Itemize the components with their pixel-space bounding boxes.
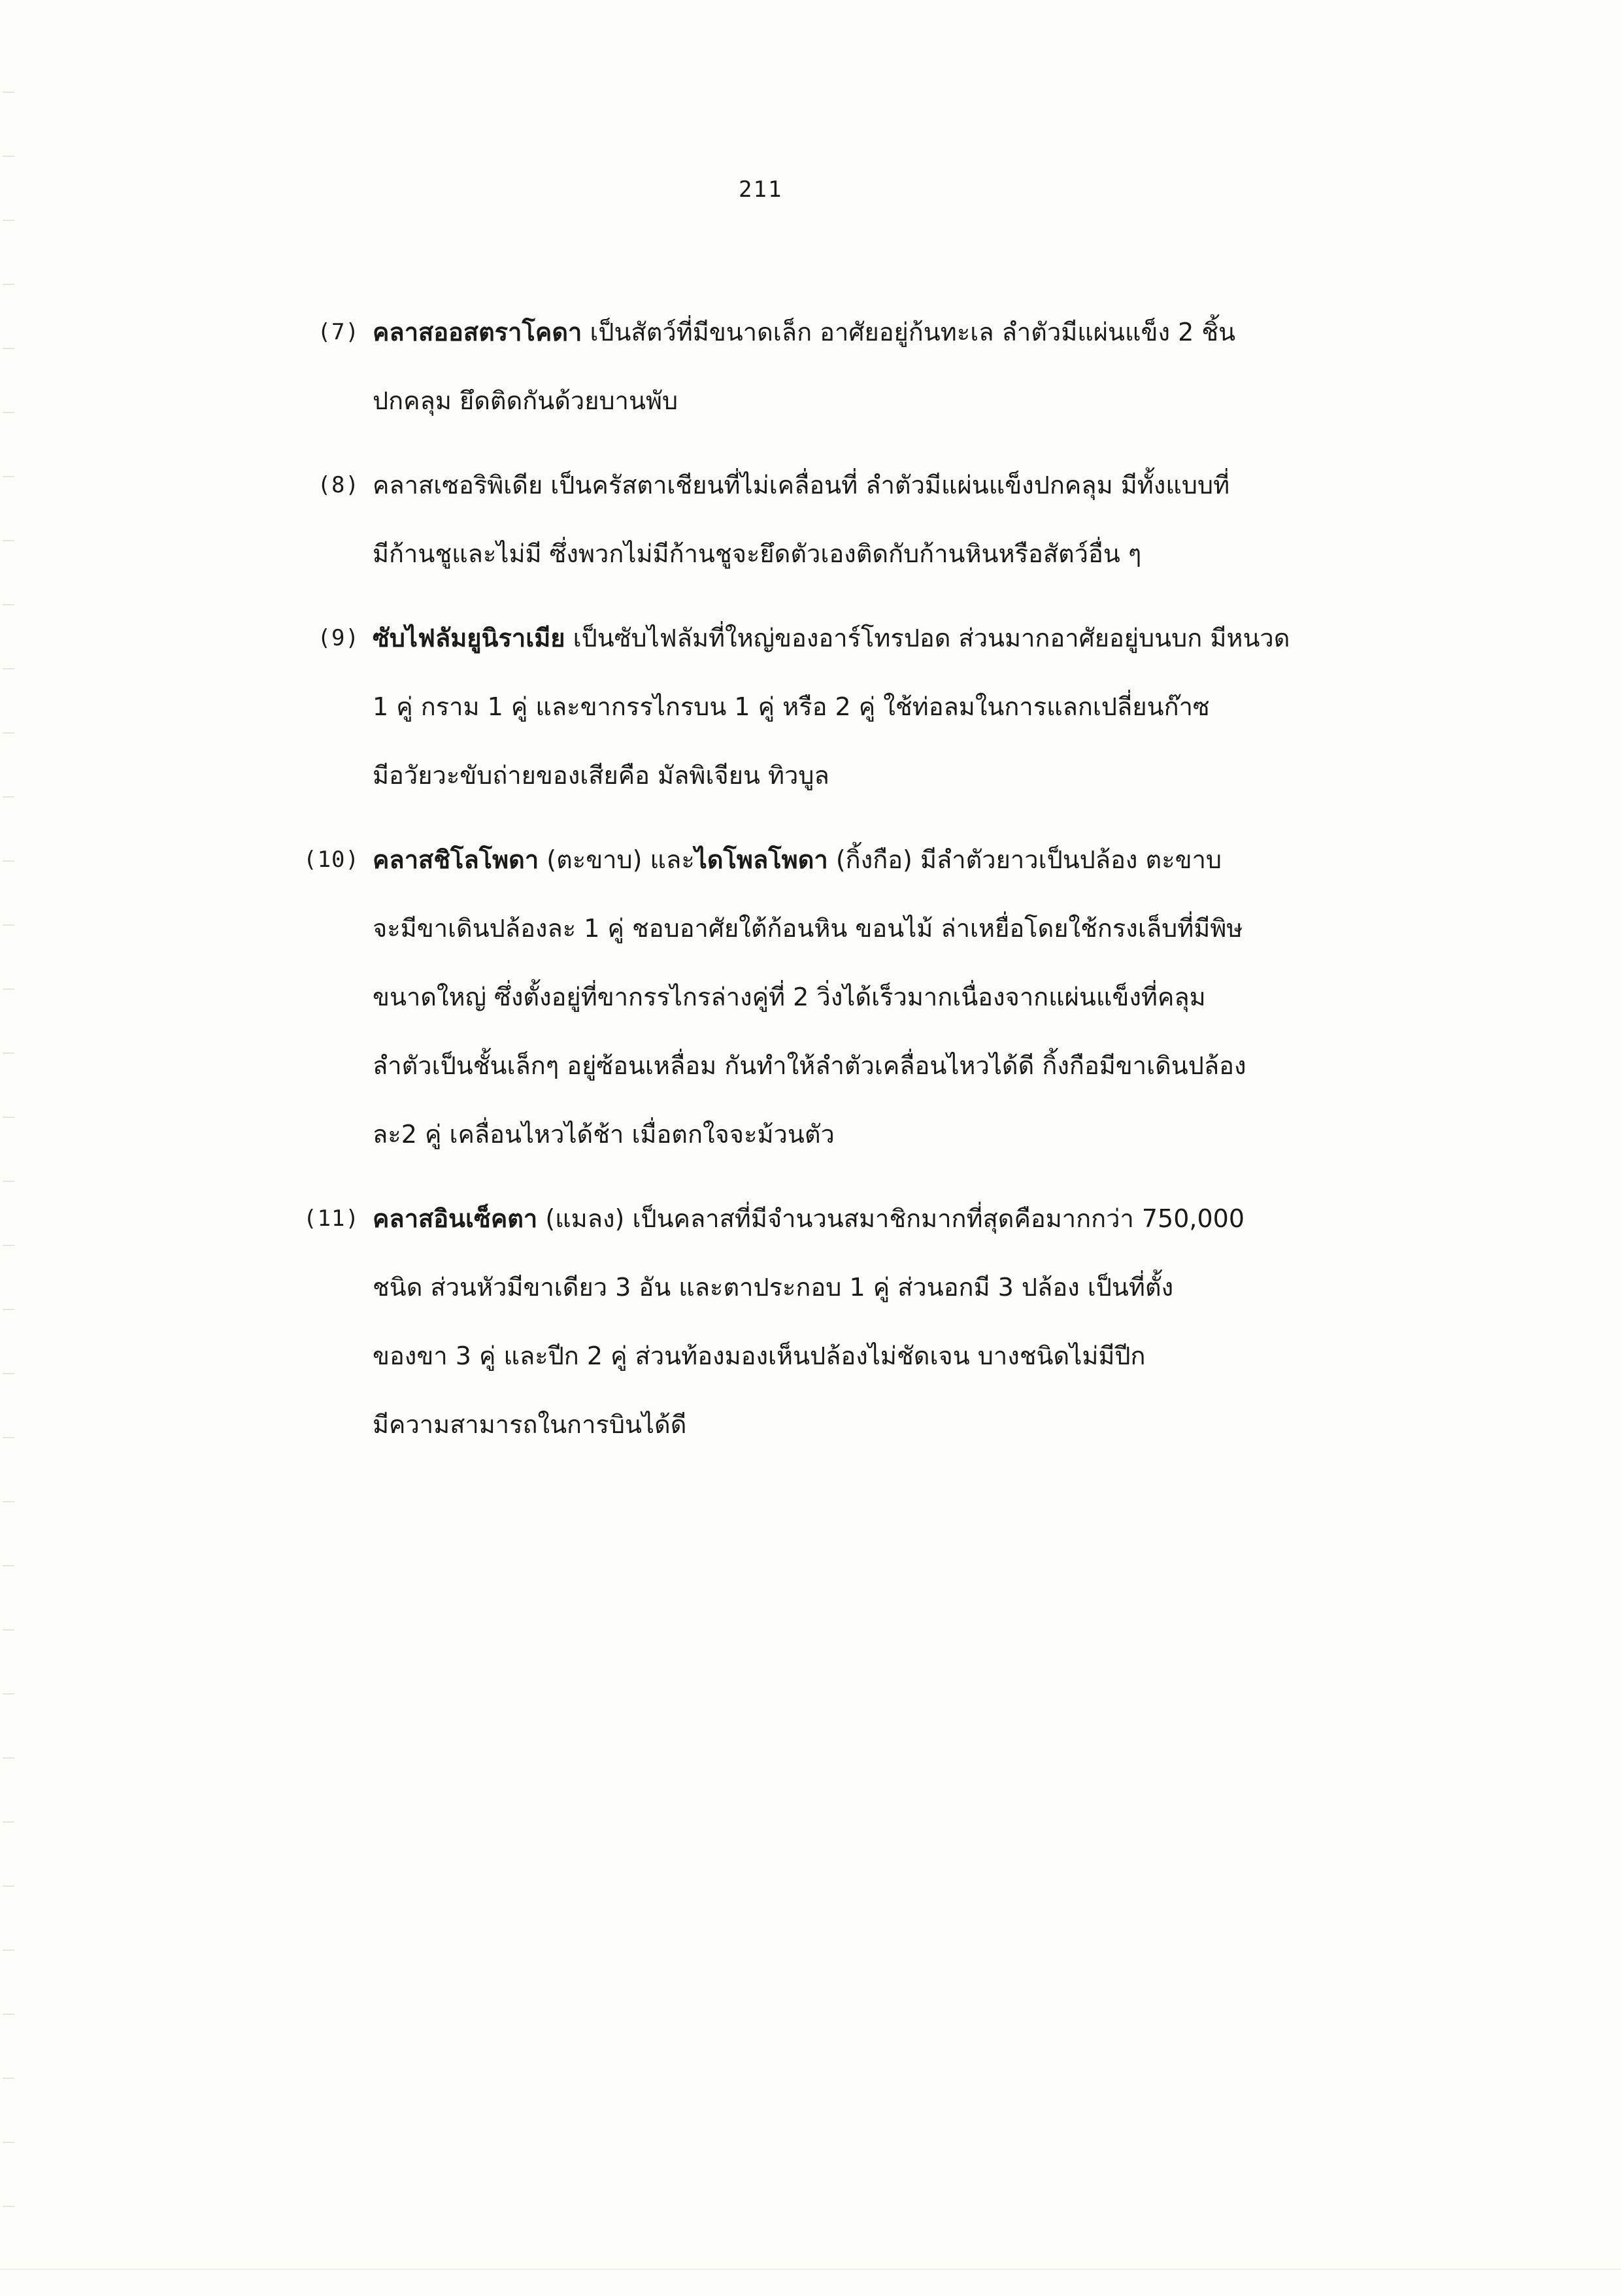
body-text: มีความสามารถในการบินได้ดี: [373, 1410, 687, 1439]
text-line: [307, 972, 1373, 1041]
scan-tick: [3, 1373, 14, 1374]
line-text: [373, 903, 1243, 953]
line-text: [373, 682, 1210, 732]
bold-term: ไดโพลโพดา: [694, 845, 828, 874]
text-line: [307, 903, 1373, 972]
body-text: (กิ้งกือ) มีลำตัวยาวเป็นปล้อง ตะขาบ: [827, 845, 1222, 874]
text-line: [303, 1194, 1373, 1262]
text-line: [307, 1041, 1373, 1109]
scan-tick: [3, 924, 14, 926]
list-item: [307, 307, 1373, 445]
text-line: [307, 307, 1373, 376]
item-number: (9): [317, 625, 359, 651]
scan-tick: [3, 732, 14, 734]
scan-tick: [3, 220, 14, 221]
bold-term: คลาสชิโลโพดา: [373, 845, 539, 874]
scan-tick: [3, 860, 14, 862]
scan-tick: [3, 156, 14, 157]
line-text: [373, 972, 1206, 1022]
scan-edge-marks: [0, 0, 20, 2296]
page-number: 211: [739, 177, 783, 203]
text-line: [303, 835, 1373, 903]
body-text: (แมลง) เป็นคลาสที่มีจำนวนสมาชิกมากที่สุดคือมากกว่า 750,000: [537, 1204, 1245, 1233]
item-number: (7): [317, 319, 359, 345]
scan-tick: [3, 412, 14, 413]
text-line: [307, 751, 1373, 819]
text-line: [307, 376, 1373, 445]
scan-tick: [3, 1053, 14, 1054]
scan-tick: [3, 1309, 14, 1310]
line-text: [373, 751, 829, 800]
scan-tick: [3, 1629, 14, 1630]
item-number: (8): [317, 472, 359, 498]
scan-tick: [3, 1885, 14, 1887]
scan-tick: [3, 988, 14, 990]
body-text: มีอวัยวะขับถ่ายของเสียคือ มัลพิเจียน ทิวบูล: [373, 761, 829, 790]
scan-tick: [3, 476, 14, 477]
text-line: [307, 682, 1373, 751]
line-text: [373, 835, 1222, 885]
list-item: [307, 613, 1373, 819]
body-text: ปกคลุม ยึดติดกันด้วยบานพับ: [373, 386, 678, 415]
scan-tick: [3, 2142, 14, 2143]
text-line: [307, 1262, 1373, 1331]
scan-tick: [3, 1950, 14, 1951]
bold-term: ซับไฟลัมยูนิราเมีย: [373, 624, 565, 652]
line-text: [373, 1194, 1245, 1243]
line-text: [373, 460, 1229, 510]
scan-tick: [3, 1821, 14, 1823]
scan-tick: [3, 668, 14, 669]
scan-tick: [3, 1501, 14, 1502]
scan-tick: [3, 1437, 14, 1438]
scan-tick: [3, 1117, 14, 1118]
scan-tick: [3, 1181, 14, 1182]
list-item: [303, 1194, 1373, 1468]
line-text: [373, 1109, 835, 1159]
scan-bottom-edge: [0, 2269, 1621, 2270]
item-number: (10): [303, 847, 359, 873]
line-text: [373, 529, 1141, 579]
text-line: [307, 613, 1373, 682]
text-line: [307, 460, 1373, 529]
scan-tick: [3, 1245, 14, 1246]
line-text: [373, 376, 678, 426]
text-line: [307, 1331, 1373, 1400]
scan-tick: [3, 2014, 14, 2015]
line-text: [373, 613, 1290, 663]
body-text: 1 คู่ กราม 1 คู่ และขากรรไกรบน 1 คู่ หรือ 2 คู่ ใช้ท่อลมในการแลกเปลี่ยนก๊าซ: [373, 692, 1210, 721]
body-text: คลาสเซอริพิเดีย เป็นครัสตาเชียนที่ไม่เคลื่อนที่ ลำตัวมีแผ่นแข็งปกคลุม มีทั้งแบบที่: [373, 471, 1230, 499]
scan-tick: [3, 284, 14, 285]
list-item: [307, 460, 1373, 598]
body-text: ละ2 คู่ เคลื่อนไหวได้ช้า เมื่อตกใจจะม้วนตัว: [373, 1120, 835, 1149]
list-item: [303, 835, 1373, 1178]
scan-tick: [3, 2206, 14, 2207]
body-text: ลำตัวเป็นชั้นเล็กๆ อยู่ซ้อนเหลื่อม กันทำให้ลำตัวเคลื่อนไหวได้ดี กิ้งกือมีขาเดินปล้อง: [373, 1051, 1246, 1080]
bold-term: คลาสอินเซ็คตา: [373, 1204, 538, 1233]
scan-tick: [3, 92, 14, 93]
item-number: (11): [303, 1206, 359, 1232]
line-text: [373, 307, 1235, 357]
line-text: [373, 1400, 686, 1449]
scan-tick: [3, 796, 14, 798]
scan-tick: [3, 1565, 14, 1566]
body-text: (ตะขาบ) และ: [539, 845, 695, 874]
scan-tick: [3, 1757, 14, 1759]
scan-tick: [3, 540, 14, 541]
scan-tick: [3, 348, 14, 349]
text-line: [307, 1400, 1373, 1468]
line-text: [373, 1041, 1246, 1090]
scan-tick: [3, 2078, 14, 2079]
bold-term: คลาสออสตราโคดา: [373, 318, 582, 346]
body-text: มีก้านชูและไม่มี ซึ่งพวกไม่มีก้านชูจะยึดตัวเองติดกับก้านหินหรือสัตว์อื่น ๆ: [373, 539, 1142, 568]
body-text: จะมีขาเดินปล้องละ 1 คู่ ชอบอาศัยใต้ก้อนหิน ขอนไม้ ล่าเหยื่อโดยใช้กรงเล็บที่มีพิษ: [373, 914, 1243, 943]
scan-tick: [3, 604, 14, 605]
text-line: [307, 529, 1373, 598]
scan-tick: [3, 1693, 14, 1695]
body-text: ขนาดใหญ่ ซึ่งตั้งอยู่ที่ขากรรไกรล่างคู่ที่ 2 วิ่งได้เร็วมากเนื่องจากแผ่นแข็งที่คลุม: [373, 983, 1206, 1011]
line-text: [373, 1331, 1146, 1381]
document-body: [303, 307, 1373, 1484]
text-line: [307, 1109, 1373, 1178]
body-text: เป็นซับไฟลัมที่ใหญ่ของอาร์โทรปอด ส่วนมากอาศัยอยู่บนบก มีหนวด: [565, 624, 1290, 652]
line-text: [373, 1262, 1173, 1312]
body-text: เป็นสัตว์ที่มีขนาดเล็ก อาศัยอยู่ก้นทะเล ลำตัวมีแผ่นแข็ง 2 ชิ้น: [582, 318, 1236, 346]
body-text: ชนิด ส่วนหัวมีขาเดียว 3 อัน และตาประกอบ 1 คู่ ส่วนอกมี 3 ปล้อง เป็นที่ตั้ง: [373, 1273, 1174, 1302]
body-text: ของขา 3 คู่ และปีก 2 คู่ ส่วนท้องมองเห็นปล้องไม่ชัดเจน บางชนิดไม่มีปีก: [373, 1342, 1146, 1370]
